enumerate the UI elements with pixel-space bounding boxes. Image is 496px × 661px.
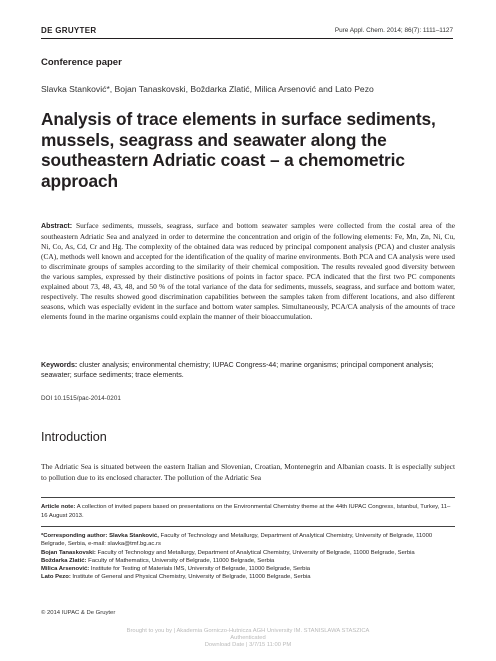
affiliation-item: *Corresponding author: Slavka Stanković, Faculty of Technology and Metallurgy, Department of Analytical Chemistry, University of Belgrade, 11000 Belgrade, Serbia, e-mail: slavka@tmf.bg.ac.rs xyxy=(41,533,433,548)
watermark-line: Brought to you by | Akademia Gorniczo-Hutnicza AGH University IM. STANISLAWA STASZICA xyxy=(126,628,370,634)
article-note xyxy=(41,503,455,520)
abstract-text: Surface sediments, mussels, seagrass, surface and bottom seawater samples were collected from the costal area of the southeastern Adriatic Sea and analyzed in order to determine the concentration and origin of the following elements: Fe, Mn, Zn, Ni, Cu, Ni, Co, As, Cd, Cr and Hg. The complexity of the obtained data was reduced by principal component analysis (PCA) and cluster analysis (CA), methods well known and accepted for the identification of the quality of marine environments. Both PCA and CA analysis were used to discriminate groups of samples according to the similarity of their chemical composition. The results revealed good diversity between the various samples, expressed by their distinctive positions of points in factor space. PCA indicated that the first two PC components explained about 73, 48, 43, 48, and 50 % of the total variance of the data for sediments, mussels, seagrass, and surface and bottom water, respectively. The results showed good discrimination capabilities between the samples taken from different locations, and also different seasons, which was especially evident in the surface and bottom water samples. Simultaneously, PCA/CA analysis of the amounts of trace elements found in the marine organisms could explain the manner of their bioaccumulation. xyxy=(41,221,455,321)
affiliations xyxy=(41,532,455,582)
journal-reference: Pure Appl. Chem. 2014; 86(7): 1111–1127 xyxy=(334,27,453,34)
introduction-heading: Introduction xyxy=(41,430,107,444)
watermark-line: Authenticated xyxy=(230,635,266,642)
keywords xyxy=(41,361,455,381)
paper-title: Analysis of trace elements in surface sediments, mussels, seagrass and seawater along the southeastern Adriatic coast – a chemometric approach xyxy=(41,109,436,192)
affiliation-item: Milica Arsenović: Institute for Testing of Materials IMS, University of Belgrade, 11000 Belgrade, Serbia xyxy=(41,566,311,573)
footnote-divider xyxy=(41,497,455,498)
abstract-label: Abstract: xyxy=(41,222,73,230)
affiliation-item: Boždarka Zlatić: Faculty of Mathematics, University of Belgrade, 11000 Belgrade, Serbia xyxy=(41,557,275,564)
affiliation-item: Bojan Tanaskovski: Faculty of Technology and Metallurgy, Department of Analytical Chemistry, University of Belgrade, 11000 Belgrade, Serbia xyxy=(41,549,415,556)
article-note-label: Article note: xyxy=(41,504,76,510)
abstract xyxy=(41,221,455,322)
affiliation-divider xyxy=(41,526,455,527)
download-watermark xyxy=(0,628,496,650)
keywords-label: Keywords: xyxy=(41,361,78,369)
introduction-text: The Adriatic Sea is situated between the eastern Italian and Slovenian, Croatian, Montenegrin and Albanian coasts. It is especially subject to pollution due to its enclosed character. The pollution of the Adriatic Sea xyxy=(41,462,455,482)
article-note-text: A collection of invited papers based on presentations on the Environmental Chemistry theme at the 44th IUPAC Congress, Istanbul, Turkey, 11–16 August 2013. xyxy=(41,504,451,519)
affiliation-item: Lato Pezo: Institute of General and Physical Chemistry, University of Belgrade, 11000 Belgrade, Serbia xyxy=(41,574,311,581)
copyright-notice: © 2014 IUPAC & De Gruyter xyxy=(41,610,116,616)
keywords-text: cluster analysis; environmental chemistry; IUPAC Congress-44; marine organisms; principal component analysis; seawater; surface sediments; trace elements. xyxy=(41,361,434,379)
watermark-line: Download Date | 3/7/15 11:00 PM xyxy=(204,642,292,649)
corresponding-author-text[interactable]: Faculty of Technology and Metallurgy, Department of Analytical Chemistry, University of Belgrade, 11000 Belgrade, Serbia, e-mail: slavka@tmf.bg.ac.rs xyxy=(41,533,433,548)
header-divider xyxy=(41,38,453,39)
section-label: Conference paper xyxy=(41,57,122,68)
doi-link[interactable]: DOI 10.1515/pac-2014-0201 xyxy=(41,395,121,402)
author-list: Slavka Stanković*, Bojan Tanaskovski, Boždarka Zlatić, Milica Arsenović and Lato Pezo xyxy=(41,84,374,94)
publisher-name: DE GRUYTER xyxy=(41,26,97,35)
